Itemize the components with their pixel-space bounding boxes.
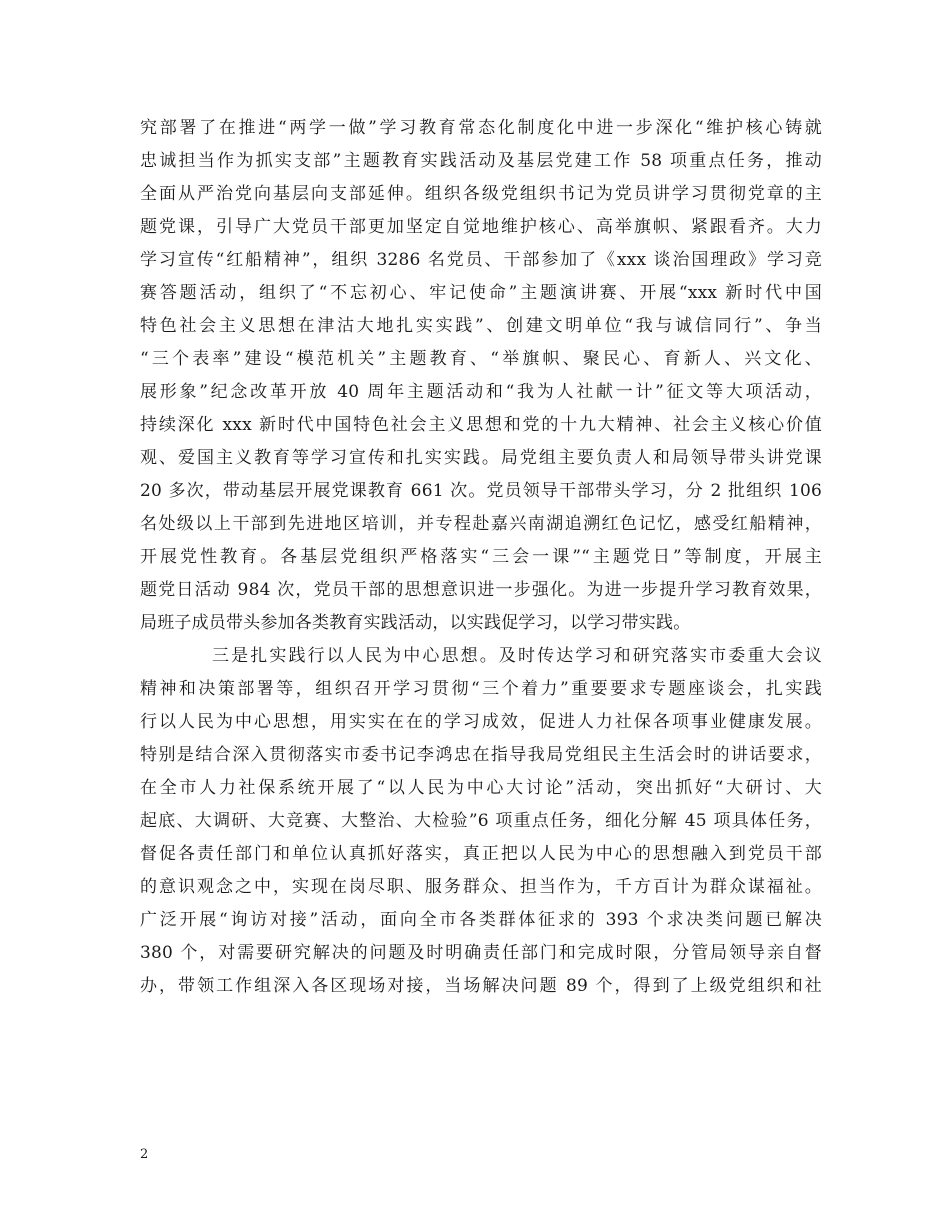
text-line: 名处级以上干部到先进地区培训，并专程赴嘉兴南湖追溯红色记忆，感受红船精神， [140,514,822,534]
paragraph [140,640,822,1003]
text-line: 忠诚担当作为抓实支部”主题教育实践活动及基层党建工作 58 项重点任务，推动 [140,151,822,171]
text-line: 的意识观念之中，实现在岗尽职、服务群众、担当作为，千方百计为群众谋福祉。 [140,877,822,897]
text-line: 行以人民为中心思想，用实实在在的学习成效，促进人力社保各项事业健康发展。 [140,712,822,732]
text-line: 持续深化 xxx 新时代中国特色社会主义思想和党的十九大精神、社会主义核心价值 [140,415,822,435]
text-line: 在全市人力社保系统开展了“以人民为中心大讨论”活动，突出抓好“大研讨、大 [140,778,822,798]
text-line: 全面从严治党向基层向支部延伸。组织各级党组织书记为党员讲学习贯彻党章的主 [140,184,822,204]
text-line: “三个表率”建设“模范机关”主题教育、“举旗帜、聚民心、育新人、兴文化、 [140,349,822,369]
page-number: 2 [140,1147,149,1162]
text-line: 精神和决策部署等，组织召开学习贯彻“三个着力”重要要求专题座谈会，扎实践 [140,679,822,699]
text-line: 局班子成员带头参加各类教育实践活动，以实践促学习，以学习带实践。 [140,613,691,633]
text-line: 380 个，对需要研究解决的问题及时明确责任部门和完成时限，分管局领导亲自督 [140,943,822,963]
text-line: 起底、大调研、大竞赛、大整治、大检验”6 项重点任务，细化分解 45 项具体任务， [140,811,822,831]
text-line: 究部署了在推进“两学一做”学习教育常态化制度化中进一步深化“维护核心铸就 [140,118,822,138]
text-line: 展形象”纪念改革开放 40 周年主题活动和“我为人社献一计”征文等大项活动， [140,382,822,402]
text-line: 赛答题活动，组织了“不忘初心、牢记使命”主题演讲赛、开展“xxx 新时代中国 [140,283,822,303]
text-line: 督促各责任部门和单位认真抓好落实，真正把以人民为中心的思想融入到党员干部 [140,844,822,864]
text-line: 学习宣传“红船精神”，组织 3286 名党员、干部参加了《xxx 谈治国理政》学习竞 [140,250,822,270]
text-line: 题党课，引导广大党员干部更加坚定自觉地维护核心、高举旗帜、紧跟看齐。大力 [140,217,822,237]
text-line: 特别是结合深入贯彻落实市委书记李鸿忠在指导我局党组民主生活会时的讲话要求， [140,745,822,765]
text-line: 观、爱国主义教育等学习宣传和扎实实践。局党组主要负责人和局领导带头讲党课 [140,448,822,468]
text-line: 开展党性教育。各基层党组织严格落实“三会一课”“主题党日”等制度，开展主 [140,547,822,567]
text-line: 办，带领工作组深入各区现场对接，当场解决问题 89 个，得到了上级党组织和社 [140,976,822,996]
paragraph [140,112,822,640]
text-line: 20 多次，带动基层开展党课教育 661 次。党员领导干部带头学习，分 2 批组织 106 [140,481,822,501]
text-line: 特色社会主义思想在津沽大地扎实实践”、创建文明单位“我与诚信同行”、争当 [140,316,822,336]
text-line: 广泛开展“询访对接”活动，面向全市各类群体征求的 393 个求决类问题已解决 [140,910,822,930]
text-line: 三是扎实践行以人民为中心思想。及时传达学习和研究落实市委重大会议 [212,646,822,666]
body-text [140,112,822,1003]
text-line: 题党日活动 984 次，党员干部的思想意识进一步强化。为进一步提升学习教育效果， [140,580,822,600]
